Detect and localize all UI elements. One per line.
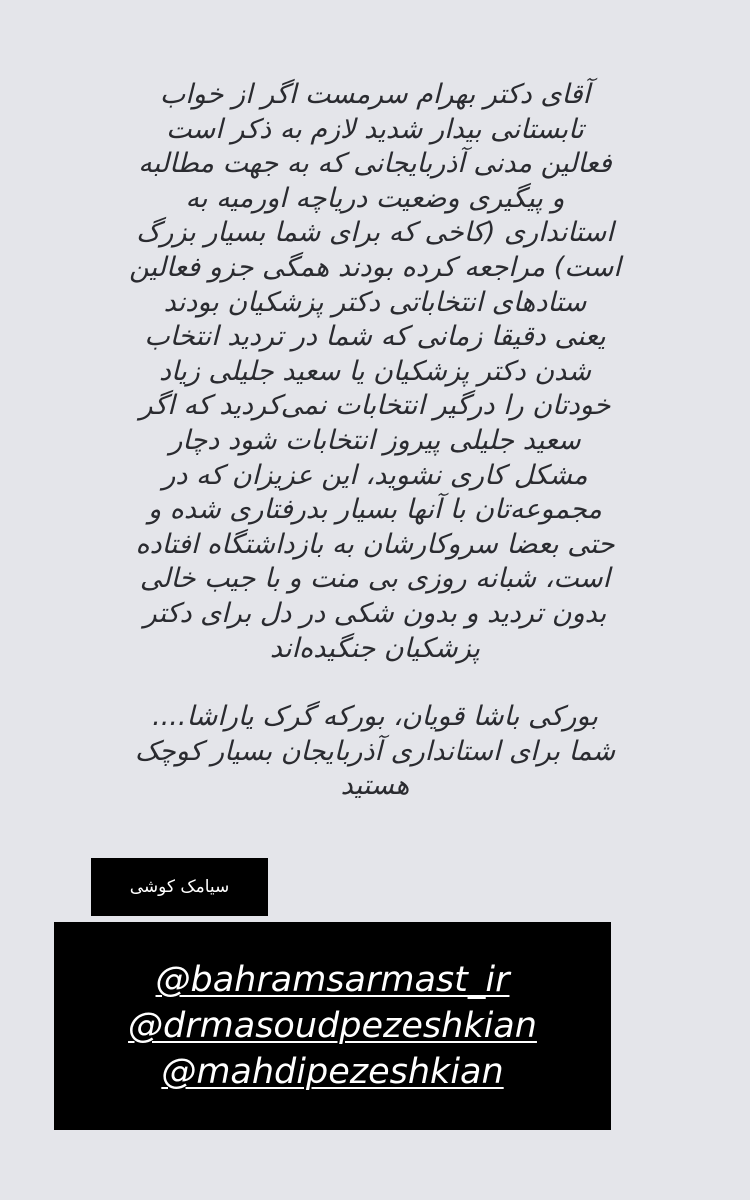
author-name: سیامک کوشی — [129, 877, 230, 897]
body-line: استانداری (کاخی که برای شما بسیار بزرگ — [136, 217, 614, 249]
body-line: پزشکیان جنگیده‌اند — [269, 632, 481, 664]
mention-link-drmasoudpezeshkian[interactable]: @drmasoudpezeshkian — [128, 1006, 537, 1046]
body-line: شدن دکتر پزشکیان یا سعید جلیلی زیاد — [159, 355, 591, 387]
body-line: تابستانی بیدار شدید لازم به ذکر است — [166, 113, 584, 145]
body-line: آقای دکتر بهرام سرمست اگر از خواب — [159, 79, 591, 110]
body-line: یعنی دقیقا زمانی که شما در تردید انتخاب — [144, 321, 606, 353]
body-line: حتی بعضا سروکارشان به بازداشتگاه افتاده — [135, 528, 615, 560]
closing-line: هستید — [340, 770, 410, 802]
body-line: سعید جلیلی پیروز انتخابات شود دچار — [169, 424, 581, 456]
body-line: است) مراجعه کرده بودند همگی جزو فعالین — [129, 251, 621, 283]
body-line: است، شبانه روزی بی منت و با جیب خالی — [139, 563, 611, 595]
mention-link-bahramsarmast[interactable]: @bahramsarmast_ir — [155, 960, 510, 1000]
story-text — [40, 78, 710, 804]
body-line: ستادهای انتخاباتی دکتر پزشکیان بودند — [163, 286, 587, 318]
paragraph-gap — [40, 666, 710, 700]
body-line: فعالین مدنی آذربایجانی که به جهت مطالبه — [138, 148, 612, 180]
author-tag — [91, 858, 268, 916]
body-line: مشکل کاری نشوید، این عزیزان که در — [162, 459, 588, 491]
mentions-box — [54, 922, 611, 1130]
body-line: مجموعه‌تان با آنها بسیار بدرفتاری شده و — [148, 494, 602, 526]
mention-link-mahdipezeshkian[interactable]: @mahdipezeshkian — [161, 1052, 504, 1092]
body-line: بدون تردید و بدون شکی در دل برای دکتر — [143, 597, 607, 629]
closing-line: بورکی باشا قویان، بورکه گرک یاراشا.... — [152, 701, 598, 733]
body-line: و پیگیری وضعیت دریاچه اورمیه به — [185, 182, 565, 214]
closing-line: شما برای استانداری آذربایجان بسیار کوچک — [134, 735, 616, 767]
body-line: خودتان را درگیر انتخابات نمی‌کردید که اگر — [139, 390, 611, 422]
